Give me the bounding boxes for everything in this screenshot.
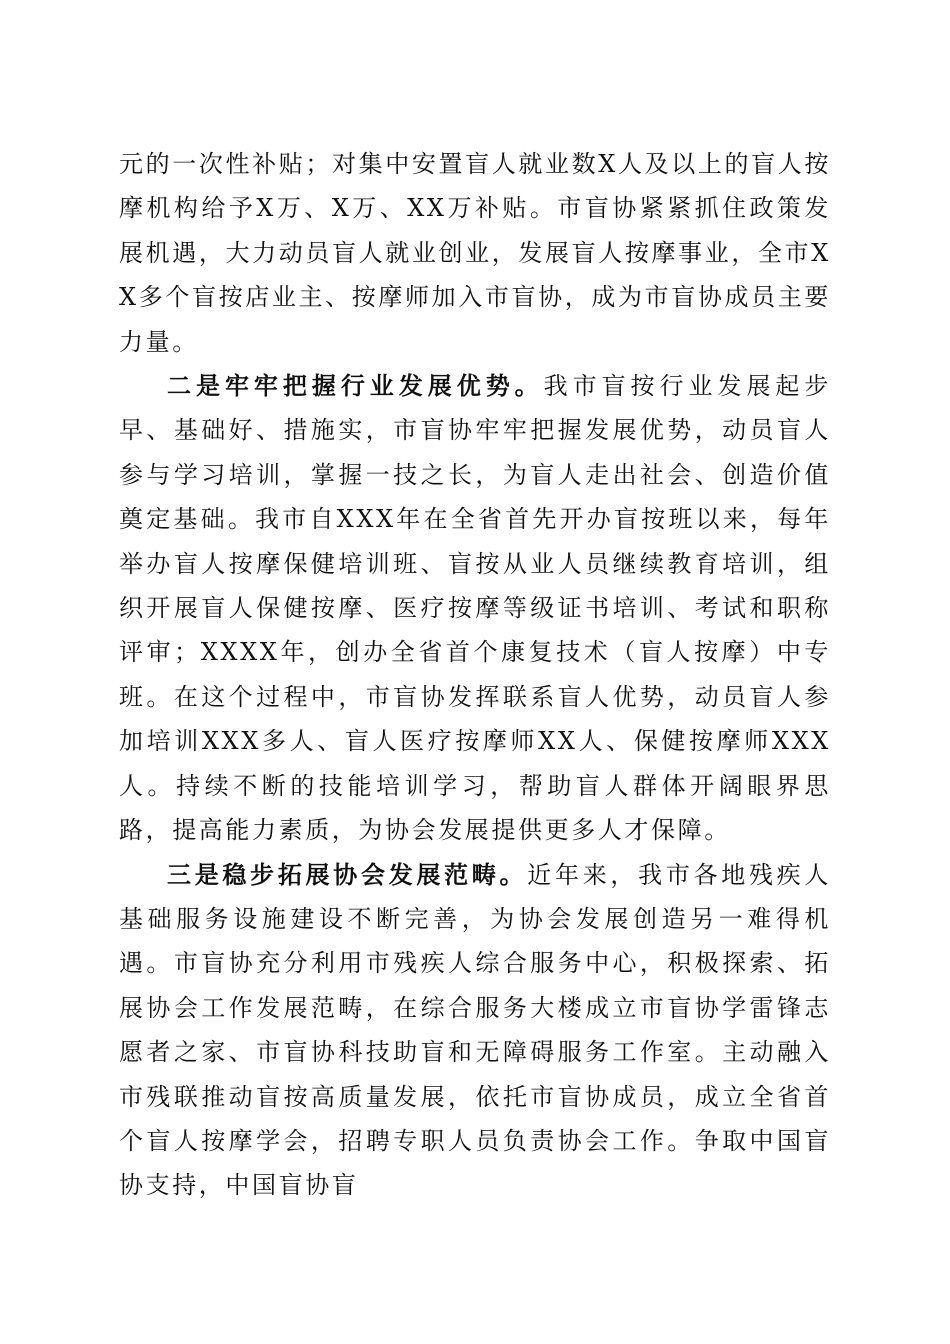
paragraph-point-two — [119, 364, 831, 852]
paragraph-text: 我市盲按行业发展起步早、基础好、措施实，市盲协牢牢把握发展优势，动员盲人参与学习培训，掌握一技之长，为盲人走出社会、创造价值奠定基础。我市自XXX年在全省首先开办盲按班以来，每年举办盲人按摩保健培训班、盲按从业人员继续教育培训，组织开展盲人保健按摩、医疗按摩等级证书培训、考试和职称评审；XXXX年，创办全省首个康复技术（盲人按摩）中专班。在这个过程中，市盲协发挥联系盲人优势，动员盲人参加培训XXX多人、盲人医疗按摩师XX人、保健按摩师XXX人。持续不断的技能培训学习，帮助盲人群体开阔眼界思路，提高能力素质，为协会发展提供更多人才保障。 — [119, 372, 831, 845]
paragraph-heading: 二是牢牢把握行业发展优势。 — [167, 371, 544, 401]
paragraph-text: 元的一次性补贴；对集中安置盲人就业数X人及以上的盲人按摩机构给予X万、X万、XX万补贴。市盲协紧紧抓住政策发展机遇，大力动员盲人就业创业，发展盲人按摩事业，全市XX多个盲按店业主、按摩师加入市盲协，成为市盲协成员主要力量。 — [119, 150, 831, 356]
paragraph-point-three — [119, 853, 831, 1208]
paragraph-text: 近年来，我市各地残疾人基础服务设施建设不断完善，为协会发展创造另一难得机遇。市盲协充分利用市残疾人综合服务中心，积极探索、拓展协会工作发展范畴，在综合服务大楼成立市盲协学雷锋志愿者之家、市盲协科技助盲和无障碍服务工作室。主动融入市残联推动盲按高质量发展，依托市盲协成员，成立全省首个盲人按摩学会，招聘专职人员负责协会工作。争取中国盲协支持，中国盲协盲 — [119, 860, 831, 1200]
paragraph-continuation — [119, 142, 831, 364]
paragraph-heading: 三是稳步拓展协会发展范畴。 — [167, 859, 528, 889]
document-body — [119, 142, 831, 1208]
